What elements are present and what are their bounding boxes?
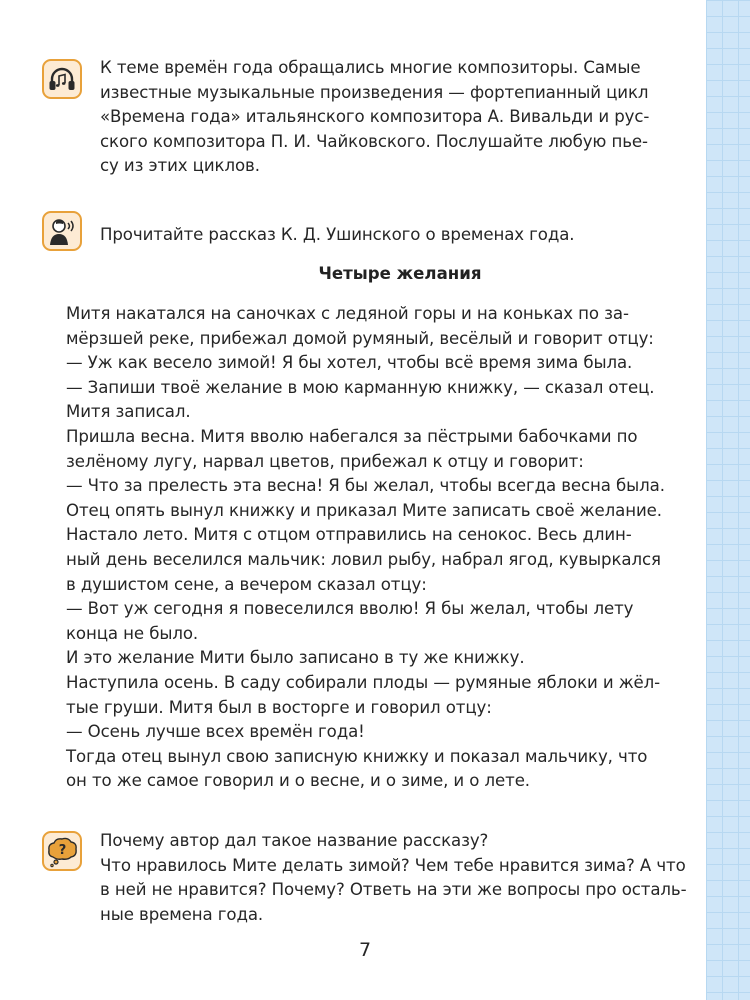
story-line: Митя накатался на саночках с ледяной горы и на коньках по за- [66,304,629,323]
story-line: Тогда отец вынул свою записную книжку и показал мальчику, что [66,746,648,766]
question-bubble-icon [42,831,82,871]
story-line: тые груши. Митя был в восторге и говорил отцу: [66,697,492,717]
story-line: конца не было. [66,623,199,643]
question-line: Почему автор дал такое название рассказу? [100,831,489,850]
story-line: Наступила осень. В саду собирали плоды — румяные яблоки и жёл- [66,672,661,692]
intro-line: К теме времён года обращались многие композиторы. Самые [100,58,641,77]
story-line: — Запиши твоё желание в мою карманную книжку, — сказал отец. [66,377,655,397]
headphones-icon [42,59,82,99]
intro-line: су из этих циклов. [100,156,260,175]
side-grid-strip [706,0,750,1000]
story-title: Четыре желания [318,264,482,283]
page-number: 7 [358,939,372,961]
story-line: Митя записал. [66,402,191,422]
story-line: Настало лето. Митя с отцом отправились на сенокос. Весь длин- [66,525,632,545]
intro-line: «Времена года» итальянского композитора А. Вивальди и рус- [100,107,650,126]
reading-task-text: Прочитайте рассказ К. Д. Ушинского о временах года. [100,225,575,244]
story-line: — Вот уж сегодня я повеселился вволю! Я бы желал, чтобы лету [66,599,634,619]
story-text [66,302,694,794]
intro-line: ского композитора П. И. Чайковского. Послушайте любую пье- [100,131,648,151]
story-line: он то же самое говорил и о весне, и о зиме, и о лете. [66,771,530,791]
story-line: — Уж как весело зимой! Я бы хотел, чтобы всё время зима была. [66,353,633,373]
question-line: ные времена года. [100,904,264,924]
story-line: в душистом сене, а вечером сказал отцу: [66,574,427,594]
story-line: И это желание Мити было записано в ту же книжку. [66,648,525,668]
story-line: — Что за прелесть эта весна! Я бы желал, чтобы всегда весна была. [66,476,665,496]
story-line: Пришла весна. Митя вволю набегался за пёстрыми бабочками по [66,426,638,446]
story-line: — Осень лучше всех времён года! [66,722,365,742]
speaking-person-icon [42,211,82,251]
question-line: в ней не нравится? Почему? Ответь на эти же вопросы про осталь- [100,880,687,899]
intro-paragraph [100,56,700,179]
intro-line: известные музыкальные произведения — фортепианный цикл [100,82,649,102]
svg-text:?: ? [58,843,67,858]
story-line: ный день веселился мальчик: ловил рыбу, набрал ягод, кувыркался [66,549,661,569]
question-line: Что нравилось Мите делать зимой? Чем тебе нравится зима? А что [100,855,686,875]
story-line: мёрзшей реке, прибежал домой румяный, весёлый и говорит отцу: [66,328,654,348]
questions-block [100,829,700,927]
story-line: зелёному лугу, нарвал цветов, прибежал к отцу и говорит: [66,451,584,471]
story-line: Отец опять вынул книжку и приказал Мите записать своё желание. [66,500,662,520]
